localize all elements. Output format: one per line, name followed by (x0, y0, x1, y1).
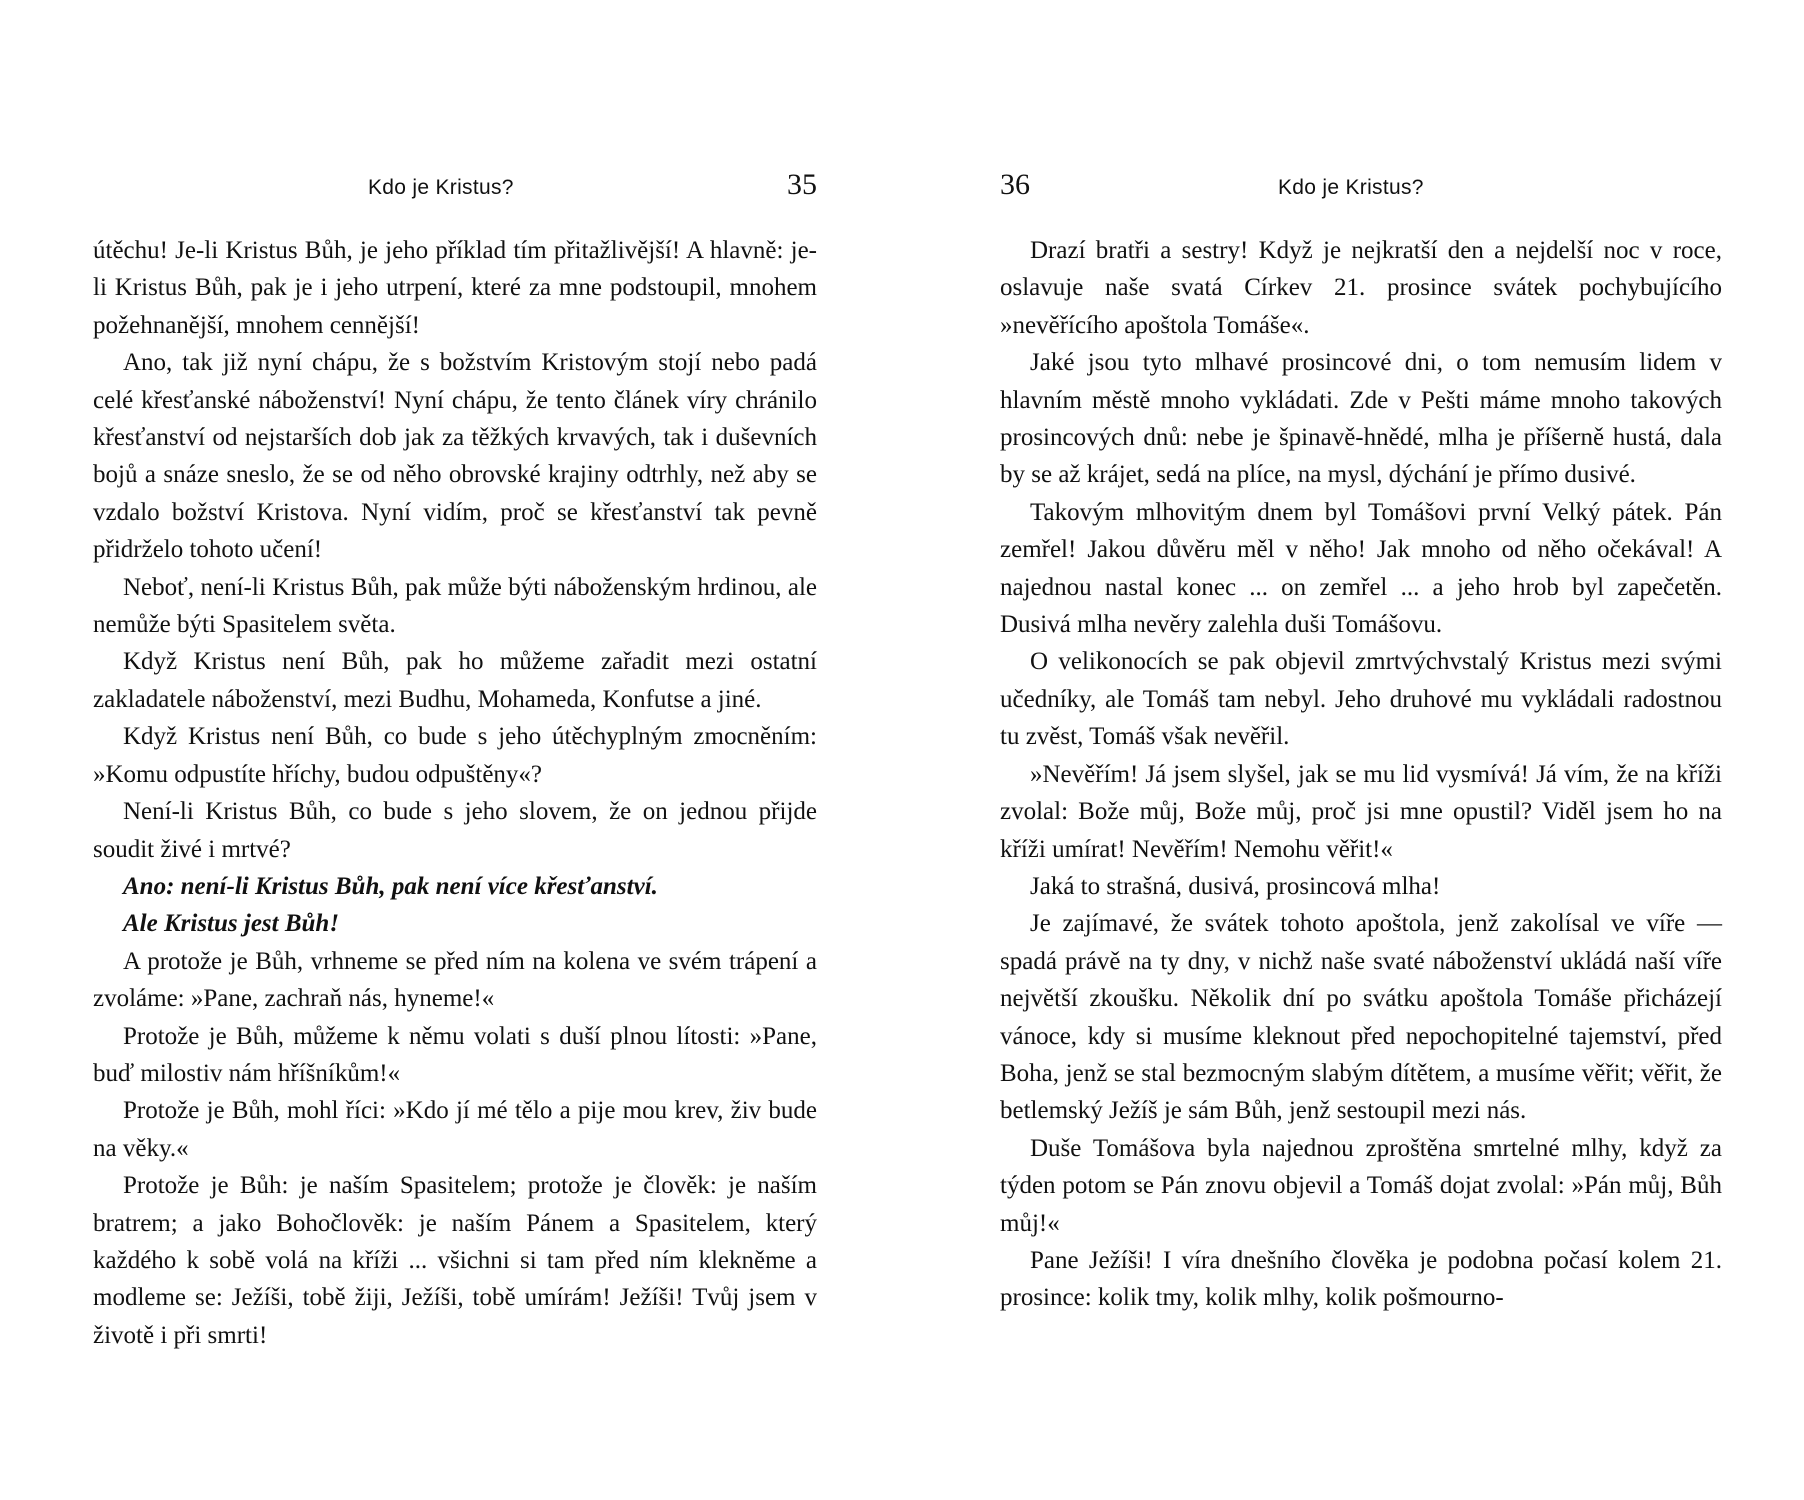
paragraph: útěchu! Je-li Kristus Bůh, je jeho příklad tím přitažlivější! A hlavně: je-li Kristus Bůh, pak je i jeho utrpení, které za mne podstoupil, mnohem požehnanější, mnohem cennější! (93, 237, 817, 339)
paragraph: Když Kristus není Bůh, co bude s jeho útěchyplným zmocněním: »Komu odpustíte hříchy, budou odpuštěny«? (93, 723, 817, 788)
paragraph: Pane Ježíši! I víra dnešního člověka je podobna počasí kolem 21. prosince: kolik tmy, kolik mlhy, kolik pošmourno- (1000, 1246, 1722, 1312)
running-title: Kdo je Kristus? (1278, 176, 1424, 199)
paragraph: Duše Tomášova byla najednou zproštěna smrtelné mlhy, když za týden potom se Pán znovu objevil a Tomáš dojat zvolal: »Pán můj, Bůh můj!« (1000, 1134, 1722, 1237)
page-body (1000, 232, 1722, 1317)
page-number: 35 (787, 168, 817, 201)
paragraph: Drazí bratři a sestry! Když je nejkratší den a nejdelší noc v roce, oslavuje naše svatá Církev 21. prosince svátek pochybujícího »nevěřícího apoštola Tomáše«. (1000, 237, 1722, 339)
paragraph: Jaké jsou tyto mlhavé prosincové dni, o tom nemusím lidem v hlavním městě mnoho vykládati. Zde v Pešti máme mnoho takových prosincových dnů: nebe je špinavě-hnědé, mlha je příšerně hustá, dala by se až krájet, sedá na plíce, na mysl, dýchání je přímo dusivé. (1000, 349, 1722, 489)
paragraph: Takovým mlhovitým dnem byl Tomášovi první Velký pátek. Pán zemřel! Jakou důvěru měl v něho! Jak mnoho od něho očekával! A najednou nastal konec ... on zemřel ... a jeho hrob byl zapečetěn. Dusivá mlha nevěry zalehla duši Tomášovu. (1000, 498, 1722, 639)
running-head (1000, 168, 1722, 208)
paragraph: Ano, tak již nyní chápu, že s božstvím Kristovým stojí nebo padá celé křesťanské náboženství! Nyní chápu, že tento článek víry chránilo křesťanství od nejstarších dob jak za těžkých krvavých, tak i duševních bojů a snáze sneslo, že se od něho obrovské krajiny odtrhly, než aby se vzdalo božství Kristova. Nyní vidím, proč se křesťanství tak pevně přidrželo tohoto učení! (93, 349, 817, 564)
paragraph-emphasis: Ano: není-li Kristus Bůh, pak není více křesťanství. (123, 872, 658, 900)
paragraph: A protože je Bůh, vrhneme se před ním na kolena ve svém trápení a zvoláme: »Pane, zachraň nás, hyneme!« (93, 947, 817, 1013)
paragraph: Neboť, není-li Kristus Bůh, pak může býti náboženským hrdinou, ale nemůže býti Spasitelem světa. (93, 573, 817, 639)
paragraph: Protože je Bůh, můžeme k němu volati s duší plnou lítosti: »Pane, buď milostiv nám hříšníkům!« (93, 1022, 817, 1087)
paragraph: O velikonocích se pak objevil zmrtvýchvstalý Kristus mezi svými učedníky, ale Tomáš tam nebyl. Jeho druhové mu vykládali radostnou tu zvěst, Tomáš však nevěřil. (1000, 648, 1722, 751)
paragraph: Jaká to strašná, dusivá, prosincová mlha! (1030, 872, 1441, 900)
paragraph: Protože je Bůh: je naším Spasitelem; protože je člověk: je naším bratrem; a jako Bohočlověk: je naším Pánem a Spasitelem, který každého k sobě volá na kříži ... všichni si tam před ním klekněme a modleme se: Ježíši, tobě žiji, Ježíši, tobě umírám! Ježíši! Tvůj jsem v životě i při smrti! (93, 1172, 817, 1349)
paragraph: Protože je Bůh, mohl říci: »Kdo jí mé tělo a pije mou krev, živ bude na věky.« (93, 1097, 817, 1162)
paragraph: Když Kristus není Bůh, pak ho můžeme zařadit mezi ostatní zakladatele náboženství, mezi Budhu, Mohameda, Konfutse a jiné. (93, 648, 817, 713)
page-number: 36 (1000, 168, 1030, 201)
paragraph: Není-li Kristus Bůh, co bude s jeho slovem, že on jednou přijde soudit živé i mrtvé? (93, 798, 817, 863)
paragraph: Je zajímavé, že svátek tohoto apoštola, jenž zakolísal ve víře — spadá právě na ty dny, v nichž naše svaté náboženství ukládá naší víře největší zkoušku. Několik dní po svátku apoštola Tomáše přicházejí vánoce, kdy si musíme kleknout před nepochopitelné tajemství, před Boha, jenž se stal bezmocným slabým dítětem, a musíme věřit; věřit, že betlemský Ježíš je sám Bůh, jenž sestoupil mezi nás. (1000, 910, 1722, 1125)
paragraph-emphasis: Ale Kristus jest Bůh! (123, 910, 340, 938)
page-body (93, 232, 817, 1354)
running-title: Kdo je Kristus? (368, 176, 514, 199)
running-head (93, 168, 817, 208)
paragraph: »Nevěřím! Já jsem slyšel, jak se mu lid vysmívá! Já vím, že na kříži zvolal: Bože můj, Bože můj, proč jsi mne opustil? Viděl jsem ho na kříži umírat! Nevěřím! Nemohu věřit!« (1000, 760, 1722, 863)
